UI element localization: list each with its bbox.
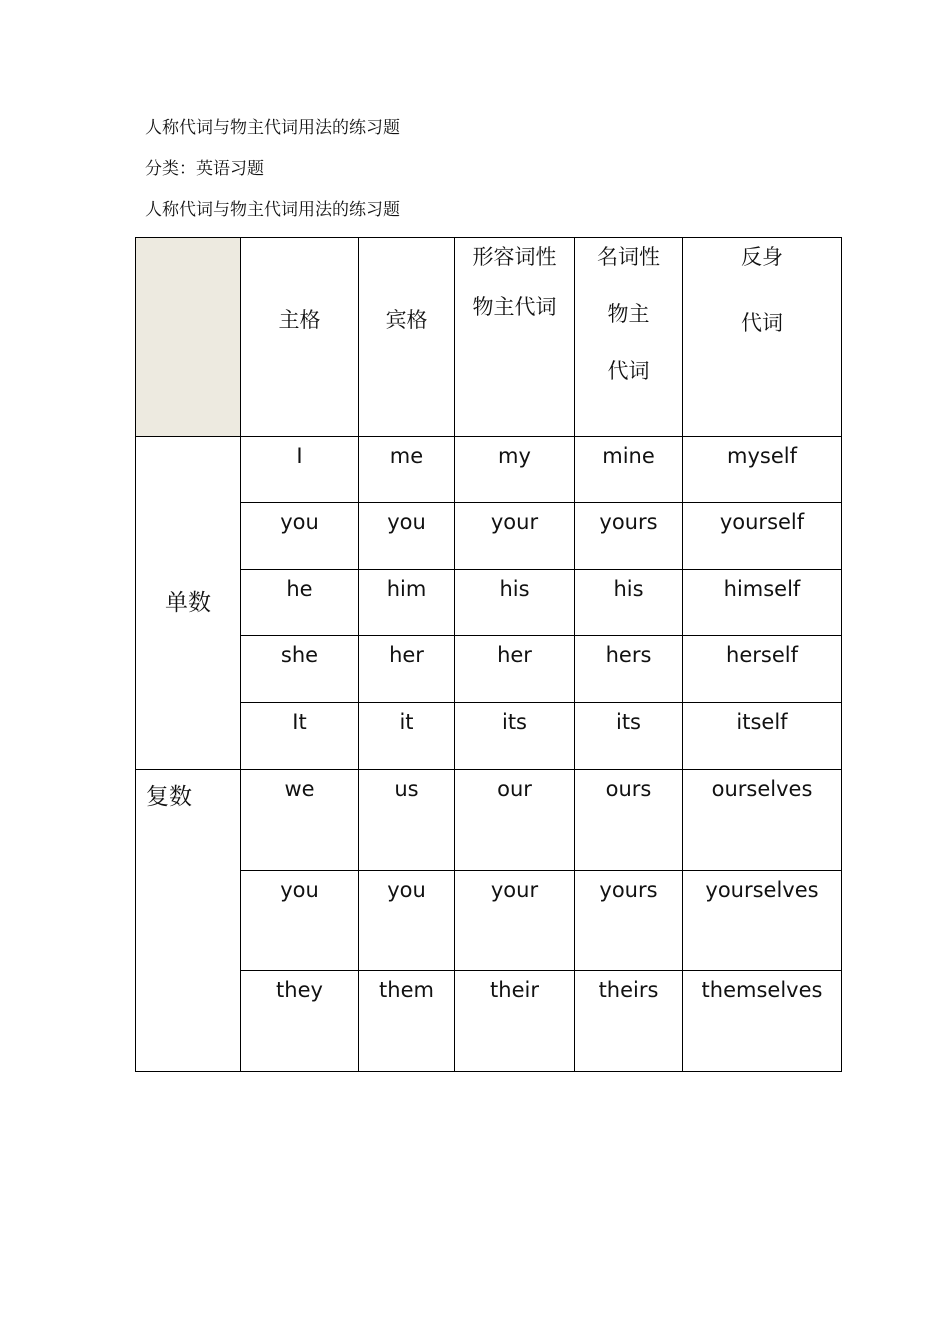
cell-adjective-possessive: my xyxy=(455,437,575,503)
header-object-case: 宾格 xyxy=(359,238,455,437)
cell-object: her xyxy=(359,636,455,703)
pronoun-table xyxy=(135,237,842,1072)
cell-adjective-possessive: your xyxy=(455,871,575,971)
table-row xyxy=(136,636,842,703)
cell-adjective-possessive: her xyxy=(455,636,575,703)
table-row xyxy=(136,770,842,871)
cell-adjective-possessive: your xyxy=(455,503,575,570)
cell-noun-possessive: his xyxy=(575,570,683,636)
document-subtitle: 人称代词与物主代词用法的练习题 xyxy=(145,200,400,220)
cell-adjective-possessive: their xyxy=(455,971,575,1072)
cell-subject: he xyxy=(241,570,359,636)
cell-reflexive: ourselves xyxy=(683,770,842,871)
cell-subject: you xyxy=(241,503,359,570)
cell-object: us xyxy=(359,770,455,871)
cell-reflexive: herself xyxy=(683,636,842,703)
header-subject-case: 主格 xyxy=(241,238,359,437)
cell-object: them xyxy=(359,971,455,1072)
cell-object: him xyxy=(359,570,455,636)
cell-noun-possessive: ours xyxy=(575,770,683,871)
cell-adjective-possessive: our xyxy=(455,770,575,871)
cell-adjective-possessive: his xyxy=(455,570,575,636)
table-row xyxy=(136,703,842,770)
table-row xyxy=(136,570,842,636)
table-row xyxy=(136,871,842,971)
cell-subject: It xyxy=(241,703,359,770)
table-row xyxy=(136,437,842,503)
cell-object: you xyxy=(359,871,455,971)
cell-reflexive: myself xyxy=(683,437,842,503)
cell-noun-possessive: hers xyxy=(575,636,683,703)
cell-object: it xyxy=(359,703,455,770)
cell-subject: I xyxy=(241,437,359,503)
cell-reflexive: itself xyxy=(683,703,842,770)
group-label-singular: 单数 xyxy=(136,437,241,770)
cell-subject: they xyxy=(241,971,359,1072)
header-reflexive: 反身 代词 xyxy=(683,238,842,437)
cell-reflexive: themselves xyxy=(683,971,842,1072)
cell-object: you xyxy=(359,503,455,570)
cell-noun-possessive: mine xyxy=(575,437,683,503)
cell-adjective-possessive: its xyxy=(455,703,575,770)
cell-subject: she xyxy=(241,636,359,703)
cell-subject: you xyxy=(241,871,359,971)
cell-reflexive: himself xyxy=(683,570,842,636)
cell-noun-possessive: theirs xyxy=(575,971,683,1072)
table-row xyxy=(136,971,842,1072)
cell-reflexive: yourself xyxy=(683,503,842,570)
cell-noun-possessive: yours xyxy=(575,871,683,971)
table-header-row xyxy=(136,238,842,437)
cell-noun-possessive: its xyxy=(575,703,683,770)
cell-object: me xyxy=(359,437,455,503)
cell-reflexive: yourselves xyxy=(683,871,842,971)
table-row xyxy=(136,503,842,570)
header-corner-cell xyxy=(136,238,241,437)
header-noun-possessive: 名词性 物主 代词 xyxy=(575,238,683,437)
document-category: 分类：英语习题 xyxy=(145,159,264,179)
group-label-plural: 复数 xyxy=(136,770,241,1072)
document-title: 人称代词与物主代词用法的练习题 xyxy=(145,118,400,138)
cell-subject: we xyxy=(241,770,359,871)
header-adjective-possessive: 形容词性 物主代词 xyxy=(455,238,575,437)
cell-noun-possessive: yours xyxy=(575,503,683,570)
